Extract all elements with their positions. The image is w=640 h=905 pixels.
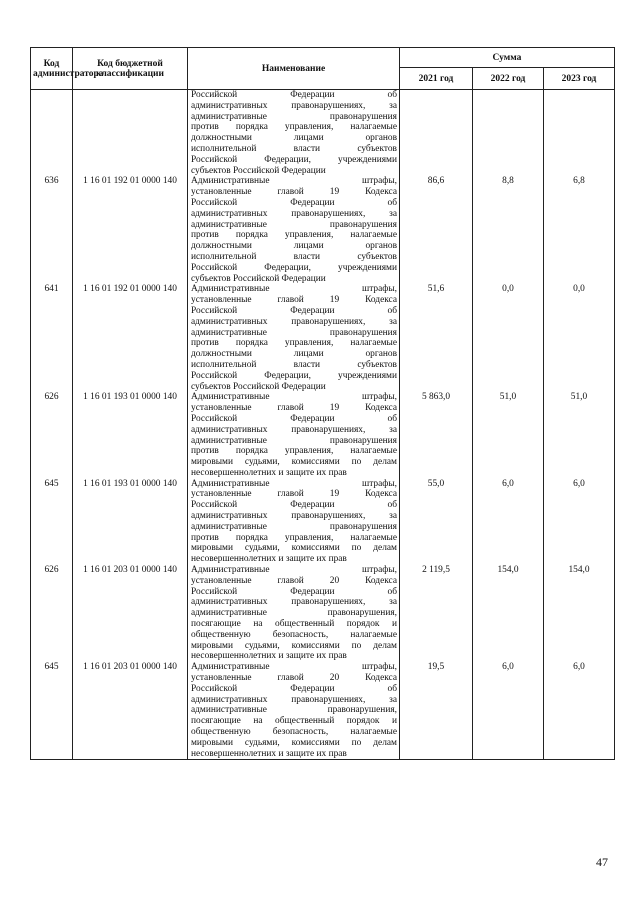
- cell-2023: 6,0: [544, 662, 615, 760]
- cell-2023: 0,0: [544, 284, 615, 392]
- cell-2023: 6,0: [544, 479, 615, 565]
- cell-admin: 626: [31, 392, 73, 478]
- name-line: административные правонарушения: [191, 111, 397, 122]
- cell-kbk: 1 16 01 193 01 0000 140: [73, 392, 188, 478]
- table-row: [31, 479, 615, 565]
- name-line: установленные главой 19 Кодекса: [191, 403, 397, 414]
- name-line: против порядка управления, налагаемые: [191, 532, 397, 543]
- name-line: мировыми судьями, комиссиями по делам: [191, 737, 397, 748]
- cell-name: [188, 392, 400, 478]
- name-line: против порядка управления, налагаемые: [191, 230, 397, 241]
- name-line: мировыми судьями, комиссиями по делам: [191, 640, 397, 651]
- cell-2022: [473, 90, 544, 177]
- table-body: [31, 90, 615, 760]
- name-line: мировыми судьями, комиссиями по делам: [191, 457, 397, 468]
- name-line: против порядка управления, налагаемые: [191, 122, 397, 133]
- name-line: исполнительной власти субъектов: [191, 143, 397, 154]
- name-line: административных правонарушениях, за: [191, 694, 397, 705]
- name-line: исполнительной власти субъектов: [191, 359, 397, 370]
- name-line: исполнительной власти субъектов: [191, 251, 397, 262]
- name-line: Российской Федерации об: [191, 500, 397, 511]
- budget-revenue-table: [30, 47, 615, 760]
- cell-2022: 6,0: [473, 662, 544, 760]
- name-line: общественную безопасность, налагаемые: [191, 727, 397, 738]
- table-row: [31, 662, 615, 760]
- cell-2022: 8,8: [473, 176, 544, 284]
- table-row: [31, 176, 615, 284]
- name-line: субъектов Российской Федерации: [191, 165, 326, 176]
- name-line: административных правонарушениях, за: [191, 316, 397, 327]
- name-line: административных правонарушениях, за: [191, 511, 397, 522]
- cell-2021: 51,6: [400, 284, 473, 392]
- cell-admin: 641: [31, 284, 73, 392]
- page-number: 47: [596, 855, 608, 869]
- name-line: Российской Федерации об: [191, 197, 397, 208]
- cell-kbk: 1 16 01 203 01 0000 140: [73, 565, 188, 662]
- name-line: административных правонарушениях, за: [191, 424, 397, 435]
- name-line: Административные штрафы,: [191, 284, 397, 295]
- cell-admin: 636: [31, 176, 73, 284]
- cell-admin: 645: [31, 479, 73, 565]
- cell-2023: 51,0: [544, 392, 615, 478]
- header-name: Наименование: [188, 48, 400, 90]
- name-line: административные правонарушения,: [191, 608, 397, 619]
- cell-admin: 626: [31, 565, 73, 662]
- name-line: административные правонарушения: [191, 521, 397, 532]
- cell-2021: 55,0: [400, 479, 473, 565]
- name-line: Российской Федерации, учреждениями: [191, 262, 397, 273]
- name-line: посягающие на общественный порядок и: [191, 716, 397, 727]
- name-line: несовершеннолетних и защите их прав: [191, 651, 347, 662]
- cell-2021: [400, 90, 473, 177]
- cell-2023: 154,0: [544, 565, 615, 662]
- cell-kbk: 1 16 01 193 01 0000 140: [73, 479, 188, 565]
- cell-kbk: 1 16 01 203 01 0000 140: [73, 662, 188, 760]
- name-line: установленные главой 20 Кодекса: [191, 673, 397, 684]
- name-line: Российской Федерации об: [191, 413, 397, 424]
- name-line: должностными лицами органов: [191, 241, 397, 252]
- name-line: Административные штрафы,: [191, 662, 397, 673]
- name-line: Российской Федерации об: [191, 586, 397, 597]
- cell-2022: 154,0: [473, 565, 544, 662]
- name-line: административных правонарушениях, за: [191, 208, 397, 219]
- name-line: должностными лицами органов: [191, 133, 397, 144]
- table-header: [31, 48, 615, 90]
- name-line: субъектов Российской Федерации: [191, 273, 326, 284]
- header-year-2022: 2022 год: [473, 68, 544, 90]
- cell-admin: [31, 90, 73, 177]
- name-line: установленные главой 19 Кодекса: [191, 187, 397, 198]
- name-line: Российской Федерации об: [191, 683, 397, 694]
- header-kbk: Код бюджетной классификации: [73, 48, 188, 90]
- name-line: административные правонарушения: [191, 219, 397, 230]
- name-line: административные правонарушения: [191, 327, 397, 338]
- name-line: установленные главой 19 Кодекса: [191, 489, 397, 500]
- name-line: Административные штрафы,: [191, 392, 397, 403]
- header-year-2021: 2021 год: [400, 68, 473, 90]
- name-line: общественную безопасность, налагаемые: [191, 629, 397, 640]
- header-admin-code: Код администратора: [31, 48, 73, 90]
- cell-2021: 2 119,5: [400, 565, 473, 662]
- name-line: несовершеннолетних и защите их прав: [191, 467, 347, 478]
- name-line: мировыми судьями, комиссиями по делам: [191, 543, 397, 554]
- cell-kbk: 1 16 01 192 01 0000 140: [73, 284, 188, 392]
- name-line: против порядка управления, налагаемые: [191, 446, 397, 457]
- cell-name: [188, 479, 400, 565]
- cell-2023: [544, 90, 615, 177]
- cell-name: [188, 662, 400, 760]
- cell-kbk: [73, 90, 188, 177]
- cell-name: [188, 284, 400, 392]
- header-year-2023: 2023 год: [544, 68, 615, 90]
- name-line: административные правонарушения: [191, 435, 397, 446]
- name-line: установленные главой 20 Кодекса: [191, 575, 397, 586]
- table-row: [31, 284, 615, 392]
- table-row: [31, 392, 615, 478]
- cell-2021: 5 863,0: [400, 392, 473, 478]
- cell-name: [188, 176, 400, 284]
- name-line: административные правонарушения,: [191, 705, 397, 716]
- name-line: административных правонарушениях, за: [191, 597, 397, 608]
- name-line: должностными лицами органов: [191, 349, 397, 360]
- name-line: Административные штрафы,: [191, 478, 397, 489]
- name-line: субъектов Российской Федерации: [191, 381, 326, 392]
- name-line: Административные штрафы,: [191, 565, 397, 576]
- name-line: несовершеннолетних и защите их прав: [191, 554, 347, 565]
- cell-name: [188, 90, 400, 177]
- name-line: Административные штрафы,: [191, 176, 397, 187]
- cell-2022: 51,0: [473, 392, 544, 478]
- cell-name: [188, 565, 400, 662]
- name-line: Российской Федерации об: [191, 305, 397, 316]
- name-line: Российской Федерации, учреждениями: [191, 154, 397, 165]
- cell-2023: 6,8: [544, 176, 615, 284]
- name-line: Российской Федерации, учреждениями: [191, 370, 397, 381]
- name-line: несовершеннолетних и защите их прав: [191, 748, 347, 759]
- name-line: посягающие на общественный порядок и: [191, 619, 397, 630]
- cell-2022: 0,0: [473, 284, 544, 392]
- name-line: Российской Федерации об: [191, 90, 397, 100]
- header-sum: Сумма: [400, 48, 615, 68]
- cell-admin: 645: [31, 662, 73, 760]
- cell-2022: 6,0: [473, 479, 544, 565]
- table-row-continuation: [31, 90, 615, 177]
- name-line: установленные главой 19 Кодекса: [191, 295, 397, 306]
- name-line: административных правонарушениях, за: [191, 100, 397, 111]
- cell-2021: 19,5: [400, 662, 473, 760]
- table-row: [31, 565, 615, 662]
- cell-2021: 86,6: [400, 176, 473, 284]
- cell-kbk: 1 16 01 192 01 0000 140: [73, 176, 188, 284]
- name-line: против порядка управления, налагаемые: [191, 338, 397, 349]
